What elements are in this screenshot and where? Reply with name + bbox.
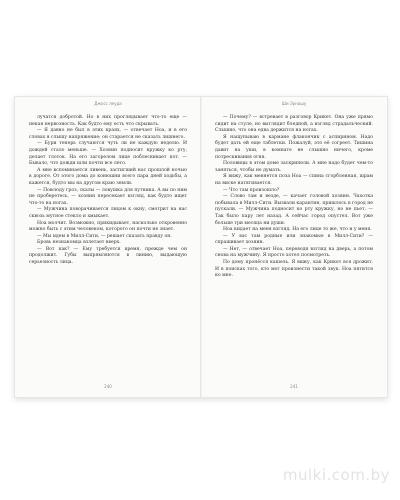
left-page-number: 240 [104, 384, 112, 389]
paragraph: Ноа кидает на меня взгляд. На его лице то же, что и у меня. [223, 227, 372, 233]
paragraph: — Вот как? — Ему требуется время, прежде чем он продолжит. Губы выпрямляются в линию, выдающую серьезность лица. [29, 246, 187, 266]
paragraph: — Слово там и везде, — качает головой хозяин. Чахотка побывала в Милл-Сити. Вызвали карантин, пришлось в город не пускали. — Мужчина подносит ко рту кружку, но не пьет. — Так было пару лет назад. А сейчас город опустел. Вот уже больше три месяца ни души. [215, 194, 373, 226]
paragraph: — Нет, — отвечает Ноа, переводя взгляд на дверь, а потом снова на мужчину. Я просто хотел посмотреть. [215, 246, 373, 259]
left-page [15, 97, 201, 397]
right-page [201, 97, 387, 397]
right-page-number: 241 [290, 384, 298, 389]
paragraph: — Повсюду гроз, скалы — ловушка для путника. А вы по ним не проберетесь, — хозяин пересекает взгляд, как будто ищет что-то на ногах. [29, 187, 187, 206]
paragraph: — Мы идем в Милл-Сити, — решает сказать правду он. [37, 233, 172, 239]
paragraph: — Почему? — встревает в разговор Крикет. Она уже прямо сидит на стуле, но выглядит бледной, а взгляд страдальческий. Слышно, что она едва держится на ногах. [215, 115, 373, 134]
paragraph: А мне вспоминается ливень, застигший нас прошлой ночью в дороге. От этого дома до конюшни всего пара дней ходьбы, а кажется, будто мы на другом краю земли. [29, 167, 187, 186]
paragraph: Я вижу, как меняется поза Ноа — спина сгорбленная, шрам на виске натягивается. [215, 174, 373, 186]
paragraph: Бровь незнакомца взлетает вверх. [37, 240, 121, 246]
site-watermark: mulki.com.by [282, 466, 390, 484]
paragraph: — Мужчина поворачивается лицом к окну, смотрит на нас сквозь мутное стекло и хмыкает. [29, 207, 187, 219]
paragraph: Ноа молчит. Возможно, прикидывает, насколько откровенно можно быть с этим человеком, которого он почти не знает. [29, 220, 187, 233]
paragraph: — У вас там родные или знакомые в Милл-Сити? — спрашивает хозяин. [215, 233, 373, 246]
paragraph: лучатся добротой. Но в них проглядывает что-то еще — некая нервозность. Как будто ему есть что скрывать. [29, 115, 187, 127]
open-book-spread [14, 96, 388, 398]
left-page-text [29, 115, 187, 267]
paragraph: — Бури теперь случаются чуть ли не каждую неделю. И дождей стало меньше. — Хозяин подносит кружку ко рту, делает глоток. На его загорелом лице поблескивает пот. — Бывало, что дожди шли почти все лето. [29, 141, 187, 167]
paragraph: — Что там произошло? [223, 187, 280, 193]
right-page-text [215, 115, 373, 280]
paragraph: Половицы в этом доме заскрипели. А мне надо будет чем-то заняться, чтобы не думать. [215, 161, 373, 173]
right-running-head: Ши Эрнашу [281, 101, 307, 106]
paragraph: По дому пронёсся кашель. Я вижу, как Крикет вся дрожит. И в поисках того, кто мог произнести такой звук. Ноа пятится ко мне. [215, 260, 373, 279]
paragraph: — Я давно не был в этих краях, — отвечает Ноа, и в его словах я слышу напряжение: он старается не сказать лишнего. [29, 128, 187, 140]
left-running-head: Джосс леуда [94, 101, 122, 106]
paragraph: Я нащупываю в кармане флакончик с аспирином. Надо будет дать ей еще таблетки. Пожалуй, это её согреет. Тишина давит на уши, в комнате не слышно ничего, кроме потрескивания огня. [215, 134, 373, 160]
